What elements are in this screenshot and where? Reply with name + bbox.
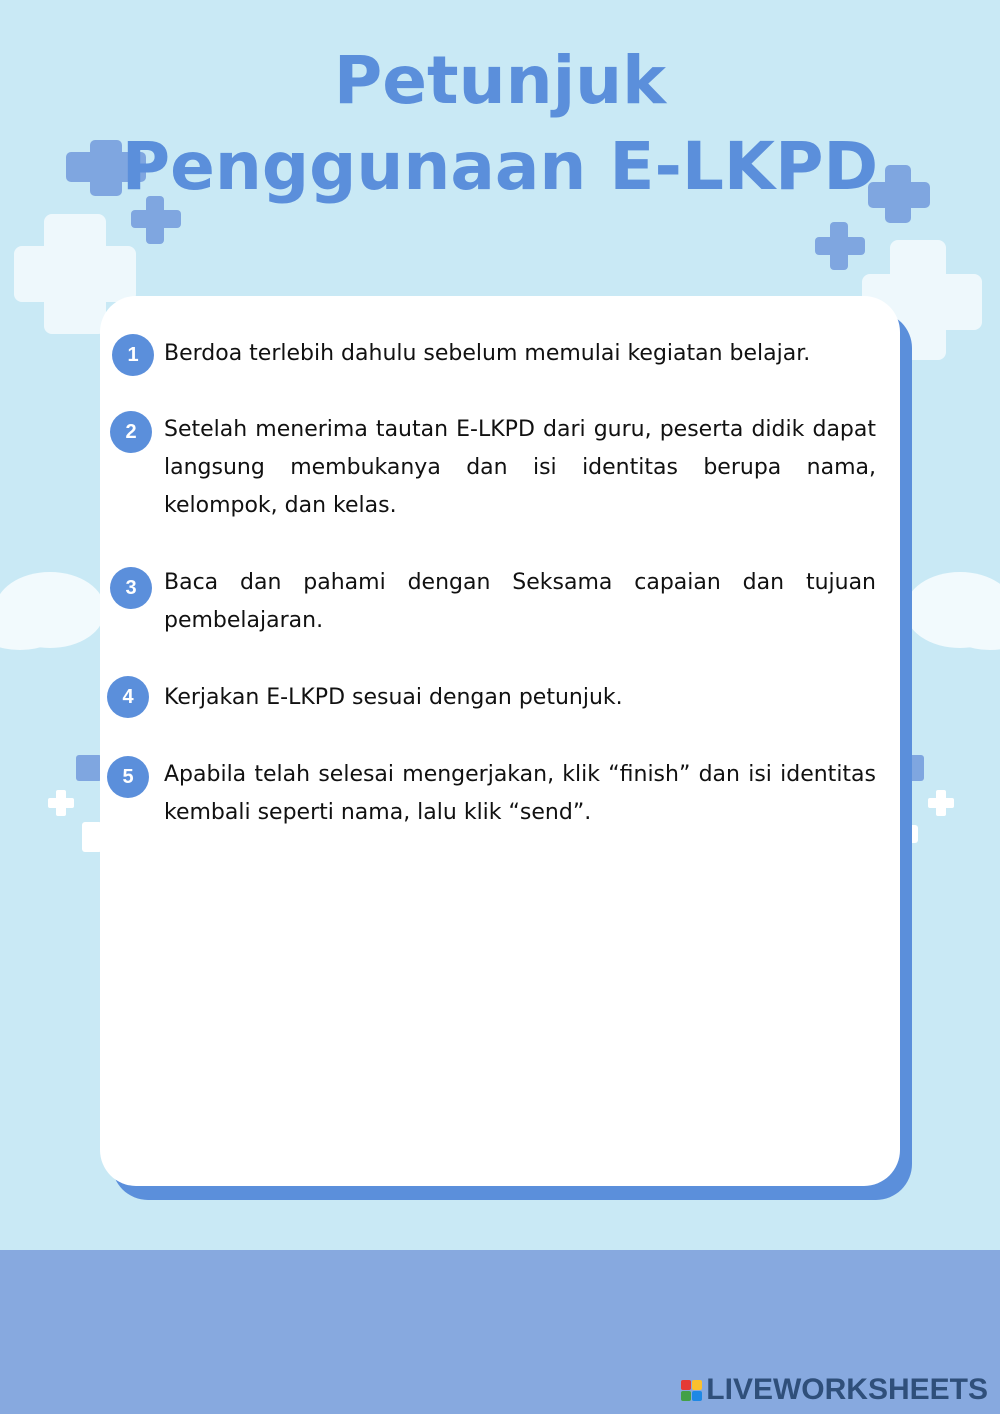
step-number-badge: 5 — [107, 756, 149, 798]
step-number-badge: 3 — [110, 567, 152, 609]
step-text: Baca dan pahami dengan Seksama capaian dan tujuan pembelajaran. — [164, 570, 876, 633]
liveworksheets-logo-icon — [681, 1380, 702, 1401]
step-number-badge: 1 — [112, 334, 154, 376]
step-text: Kerjakan E-LKPD sesuai dengan petunjuk. — [164, 685, 623, 710]
page-title-line-1: Petunjuk — [333, 42, 667, 119]
page-title — [0, 38, 1000, 210]
step-number-badge: 2 — [110, 411, 152, 453]
step-text: Berdoa terlebih dahulu sebelum memulai kegiatan belajar. — [164, 341, 811, 366]
step-text: Setelah menerima tautan E-LKPD dari guru, peserta didik dapat langsung membukanya dan isi identitas berupa nama, kelompok, dan kelas. — [164, 417, 876, 518]
page-title-line-2: Penggunaan E-LKPD — [121, 128, 879, 205]
logo-text: LIVEWORKSHEETS — [706, 1373, 988, 1406]
liveworksheets-logo[interactable] — [681, 1372, 988, 1408]
step-number-badge: 4 — [107, 676, 149, 718]
step-text: Apabila telah selesai mengerjakan, klik “finish” dan isi identitas kembali seperti nama, lalu klik “send”. — [164, 762, 876, 825]
